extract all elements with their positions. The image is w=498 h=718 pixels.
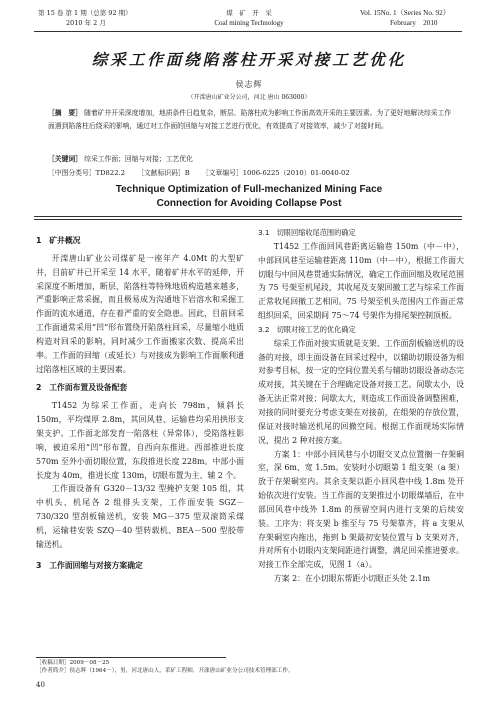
section-heading: 2 工作面布置及设备配套 <box>36 383 128 393</box>
paragraph: T1452 为综采工作面，走向长 798m，倾斜长 150m，平均煤厚 2.8m，其回风巷、运输巷均采用拱形支架支护。工作面北部发育一陷落柱（异常体），受陷落柱影响，被迫采用“凹”形布置，自西向东推进。西部推进长度 570m 至外小面切眼位置，东段推进长度 228m。中部小面长度为 40m，推进长度 130m，切眼布置为主、辅 2 个。 <box>36 401 244 480</box>
header-issue-en: Vol. 15No. 1（Series No. 92） <box>360 9 450 17</box>
document-code: ［文献标识码］B <box>137 169 190 177</box>
header-date-cn: 2010 年 2 月 <box>66 19 106 27</box>
article-title-cn: 综采工作面绕陷落柱开采对接工艺优化 <box>91 51 407 69</box>
footnote-rule <box>36 657 226 658</box>
header-rule <box>34 31 462 32</box>
paragraph: 工作面设备有 G320－13/32 型掩护支架 105 组，其中机头、机尾各 2 组排头支架，工作面安装 SGZ－730/320 型刮板输送机，安装 MG－375 型双滚筒采煤机，运输巷安装 SZQ－40 型转载机、BEA－500 型胶带输送机。 <box>36 484 244 549</box>
article-title-en-line2: Connection for Avoiding Collapse Post <box>156 198 342 209</box>
keywords-label: ［关键词］ <box>48 155 82 163</box>
header-date-en: February 2010 <box>390 19 438 27</box>
article-number: ［文章编号］1006-6225（2010）01-0040-02 <box>201 169 350 177</box>
author-name: 侯志辉 <box>235 80 263 89</box>
clc-number: ［中图分类号］TD822.2 <box>48 169 126 177</box>
right-column <box>258 226 464 586</box>
paragraph: T1452 工作面回风巷距离运输巷 150m（中－中），中部回风巷至运输巷距离 110m（中－中），根据工作面大切眼与中回风巷贯通实际情况，确定工作面回缩及收尾范围为 75 号架至机尾段，其收尾及支架回撤工艺与综采工作面正常收尾回撤工艺相同。75 号架至机头范围内工作面正常组织回采，回采期间 75～74 号架作为排尾架控制顶板。 <box>258 241 464 321</box>
keywords-text: 综采工作面；回缩与对接；工艺优化 <box>84 155 193 163</box>
title-rule-top <box>34 216 462 217</box>
paragraph: 开滦唐山矿业公司煤矿是一座年产 4.0Mt 的大型矿井，目前矿井已开采至 14 水平，随着矿井水平的延伸，开采深度不断增加，断层、陷落柱等特殊地质构造越来越多，严重影响正常采掘，而且极易成为沟通地下岩溶水和采掘工作面的流水通道，存在着严重的安全隐患。因此，目前回采工作面通常采用“凹”形布置绕开陷落柱回采，尽量缩小地质构造对回采的影响，同时减少工作面搬家次数、提高采出率。工作面的回缩（或延长）与对接成为影响工作面顺利通过陷落柱区域的主要因素。 <box>36 253 244 374</box>
keywords <box>48 153 452 163</box>
abstract-text: 随着矿井开采深度增加，地质条件日趋复杂，断层、陷落柱成为影响工作面高效开采的主要因素。为了更好地解决综采工作面遇到陷落柱后绕采的影响，通过对工作面的回缩与对接工艺进行优化，有效提高了对接效率，减少了对接时间。 <box>48 109 452 130</box>
abstract-label: ［摘 要］ <box>48 109 82 117</box>
header-journal-cn: 煤 矿 开 采 <box>226 9 272 17</box>
article-title-en-line1: Technique Optimization of Full-mechanized Mining Face <box>115 184 383 195</box>
section-heading: 1 矿井概况 <box>36 236 81 245</box>
footnote-received: ［收稿日期］2009－08－25 <box>36 660 110 666</box>
footnote-author-bio: ［作者简介］侯志辉（1964－），男，河北唐山人，采矿工程师，开滦唐山矿业分公司技术管理部工作。 <box>36 668 294 674</box>
header-journal-en: Coal mining Technology <box>214 19 284 27</box>
paragraph: 综采工作面对接实质就是支架、工作面刮板输送机的设备的对接，即主面设备在回采过程中，以辅助切眼设备为相对参考目标，按一定的空间位置关系与辅助切眼设备动态完成对接，其关键在于合理确定设备对接工艺。间歇太小，设备无法正常对接；间歇太大，则造成工作面设备调整困难，对接的同时要充分考虑支架在对接前，在组架的存放位置，保证对接时输送机尾的回撤空间。根据工作面现场实际情况，提出 2 种对接方案。 <box>258 338 464 445</box>
page-number: 40 <box>36 681 45 689</box>
header-issue-cn: 第 15 卷 第 1 期（总第 92 期） <box>38 9 132 17</box>
title-rule-bottom <box>34 219 462 220</box>
subsection-heading: 3.1 切眼回缩收尾范围的确定 <box>258 228 356 237</box>
author-affiliation: （开滦唐山矿业分公司，河北 唐山 063000） <box>187 94 311 101</box>
paragraph: 方案 2：在小切眼东帮距小切眼正头处 2.1m <box>273 574 431 584</box>
left-column <box>36 234 244 572</box>
subsection-heading: 3.2 切眼对接工艺的优化确定 <box>258 324 356 334</box>
paragraph: 方案 1：中部小回风巷与小切眼交叉点位置搁一存架硐室，深 6m、宽 1.5m。安装时小切眼第 1 组支架（a 架）放于存架硐室内。其余支架以距小回风巷中线 1.8m 处开始依次进行安装。当工作面的支架推过小切眼煤墙后，在中部回风巷中线外 1.8m 的预留空间内进行支架的后续安装。工序为：将支架 b 推至与 75 号架靠齐，将 a 支架从存架硐室内拖出，拖到 b 架最初安装位置与 b 支架对齐，并对所有小切眼内支架间距进行调整，满足回采推进要求。对接工作全部完成，见图 1（a）。 <box>258 449 464 570</box>
section-heading: 3 工作面回缩与对接方案确定 <box>36 560 143 570</box>
abstract <box>48 107 452 133</box>
classification-line <box>48 167 452 177</box>
